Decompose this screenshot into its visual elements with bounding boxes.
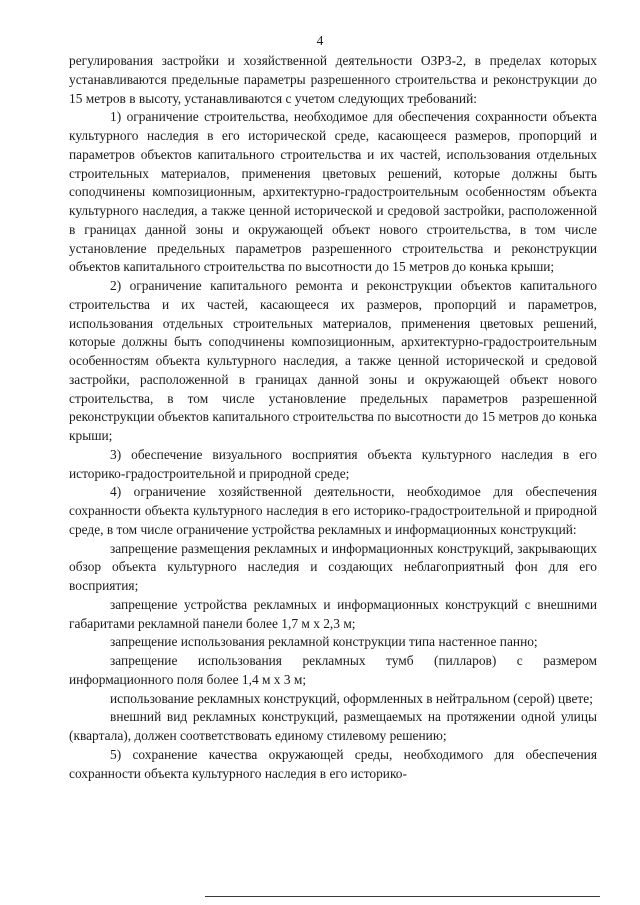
paragraph-sub-neutral-color: использование рекламных конструкций, оформленных в нейтральном (серой) цвете; — [110, 690, 593, 706]
paragraph-sub-ad-size: запрещение устройства рекламных и информационных конструкций с внешними габаритами рекламной панели более 1,7 м х 2,3 м; — [69, 596, 597, 631]
paragraph-item-5: 5) сохранение качества окружающей среды, необходимого для обеспечения сохранности объекта культурного наследия в его историко- — [69, 746, 597, 781]
document-body — [69, 52, 597, 783]
page-number: 4 — [316, 33, 324, 48]
paragraph-sub-ad-overview: запрещение размещения рекламных и информационных конструкций, закрывающих обзор объекта культурного наследия и создающих неблагоприятный фон для его восприятия; — [69, 540, 597, 593]
paragraph-item-1: 1) ограничение строительства, необходимое для обеспечения сохранности объекта культурного наследия в его исторической среде, касающееся размеров, пропорций и параметров объектов капитального строительства и их частей, использования отдельных строительных материалов, применения цветовых решений, которые должны быть соподчинены композиционным, архитектурно-градостроительным особенностям объекта культурного наследия, а также ценной исторической и средовой застройки, расположенной в границах данной зоны и окружающей объект нового строительства, в том числе установление предельных параметров разрешенного строительства и реконструкции объектов капитального строительства по высотности до 15 метров до конька крыши; — [69, 109, 597, 275]
paragraph-item-3: 3) обеспечение визуального восприятия объекта культурного наследия в его историко-градостроительной и природной среде; — [69, 446, 597, 481]
paragraph-sub-wall-panel: запрещение использования рекламной конструкции типа настенное панно; — [110, 634, 538, 650]
paragraph-continuation: регулирования застройки и хозяйственной деятельности ОЗРЗ-2, в пределах которых устанавливаются предельные параметры разрешенного строительства и реконструкции до 15 метров в высоту, устанавливаются с учетом следующих требований: — [69, 53, 597, 106]
paragraph-item-2: 2) ограничение капитального ремонта и реконструкции объектов капитального строительства и их частей, касающееся их размеров, пропорций и параметров, использования отдельных строительных материалов, применения цветовых решений, которые должны быть соподчинены композиционным, архитектурно-градостроительным особенностям объекта культурного наследия, а также ценной исторической и средовой застройки, расположенной в границах данной зоны и окружающей объект нового строительства, в том числе установление предельных параметров разрешенной реконструкции объектов капитального строительства по высотности до 15 метров до конька крыши; — [69, 278, 597, 443]
paragraph-sub-unified-style: внешний вид рекламных конструкций, размещаемых на протяжении одной улицы (квартала), должен соответствовать единому стилевому решению; — [69, 709, 597, 743]
paragraph-item-4: 4) ограничение хозяйственной деятельности, необходимое для обеспечения сохранности объекта культурного наследия в его историко-градостроительной и природной среде, в том числе ограничение устройства рекламных и информационных конструкций: — [69, 484, 597, 537]
bottom-rule — [205, 896, 600, 897]
paragraph-sub-pillars: запрещение использования рекламных тумб (пилларов) с размером информационного поля более 1,4 м х 3 м; — [69, 653, 597, 687]
